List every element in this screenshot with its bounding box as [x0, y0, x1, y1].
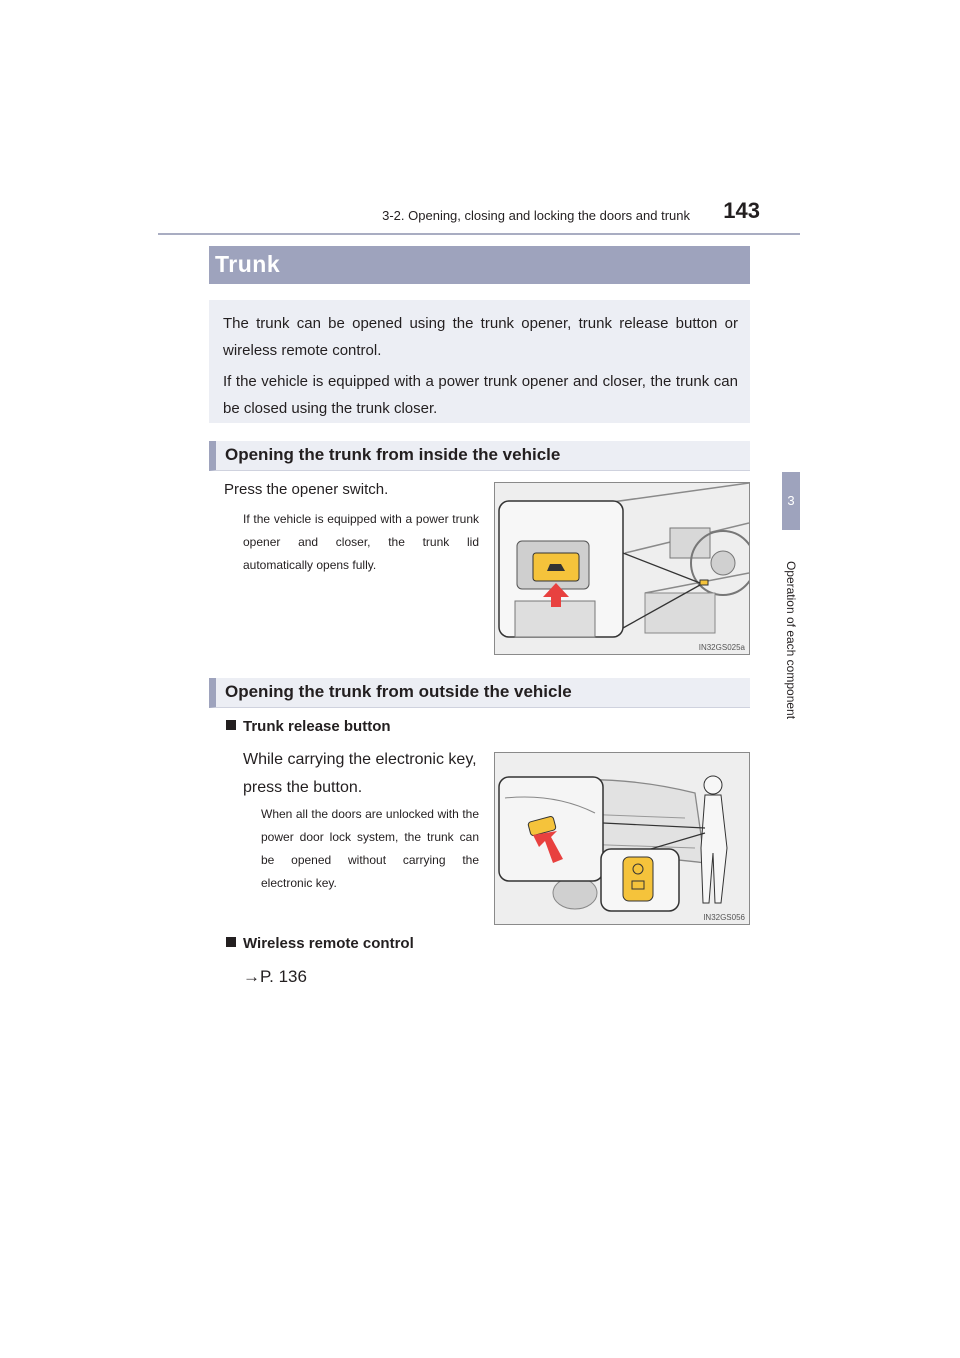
figure-interior-opener-switch: [494, 482, 750, 655]
header-rule: [158, 233, 800, 235]
interior-illustration: [495, 483, 749, 654]
figure-code-inside: IN32GS025a: [698, 643, 745, 652]
page-reference-link[interactable]: →P. 136: [243, 967, 307, 986]
subheading-release-button: [226, 718, 486, 735]
outside-note: When all the doors are unlocked with the power door lock system, the trunk can be opened without carrying the electronic key.: [261, 807, 479, 890]
figure-code-outside: IN32GS056: [703, 913, 745, 922]
inside-instruction: Press the opener switch.: [224, 481, 389, 498]
section-header-inside: [209, 441, 750, 471]
intro-paragraph-2: If the vehicle is equipped with a power trunk opener and closer, the trunk can be closed using the trunk closer.: [223, 373, 738, 417]
section-heading-inside: Opening the trunk from inside the vehicle: [225, 445, 561, 464]
page-title: Trunk: [215, 251, 281, 277]
inside-note: If the vehicle is equipped with a power trunk opener and closer, the trunk lid automatically opens fully.: [243, 512, 479, 572]
chapter-tab-label-text: Operation of each component: [784, 560, 798, 720]
subheading-wireless-remote: [226, 935, 526, 952]
exterior-illustration: [495, 753, 749, 924]
intro-box: [209, 300, 750, 423]
chapter-tab-number: 3: [782, 472, 800, 530]
section-header-outside: [209, 678, 750, 708]
page-title-bar: [209, 246, 750, 284]
square-bullet-icon: [226, 720, 236, 730]
square-bullet-icon: [226, 937, 236, 947]
chapter-tab-label: [782, 530, 800, 750]
figure-trunk-release-button: [494, 752, 750, 925]
running-header-section: 3-2. Opening, closing and locking the doors and trunk: [382, 208, 690, 223]
subheading-remote-text: Wireless remote control: [243, 935, 414, 952]
intro-paragraph-1: The trunk can be opened using the trunk opener, trunk release button or wireless remote control.: [223, 315, 738, 359]
section-heading-outside: Opening the trunk from outside the vehicle: [225, 682, 572, 701]
page-number: 143: [723, 198, 760, 223]
subheading-release-text: Trunk release button: [243, 718, 391, 735]
outside-instruction: While carrying the electronic key, press the button.: [243, 751, 477, 796]
